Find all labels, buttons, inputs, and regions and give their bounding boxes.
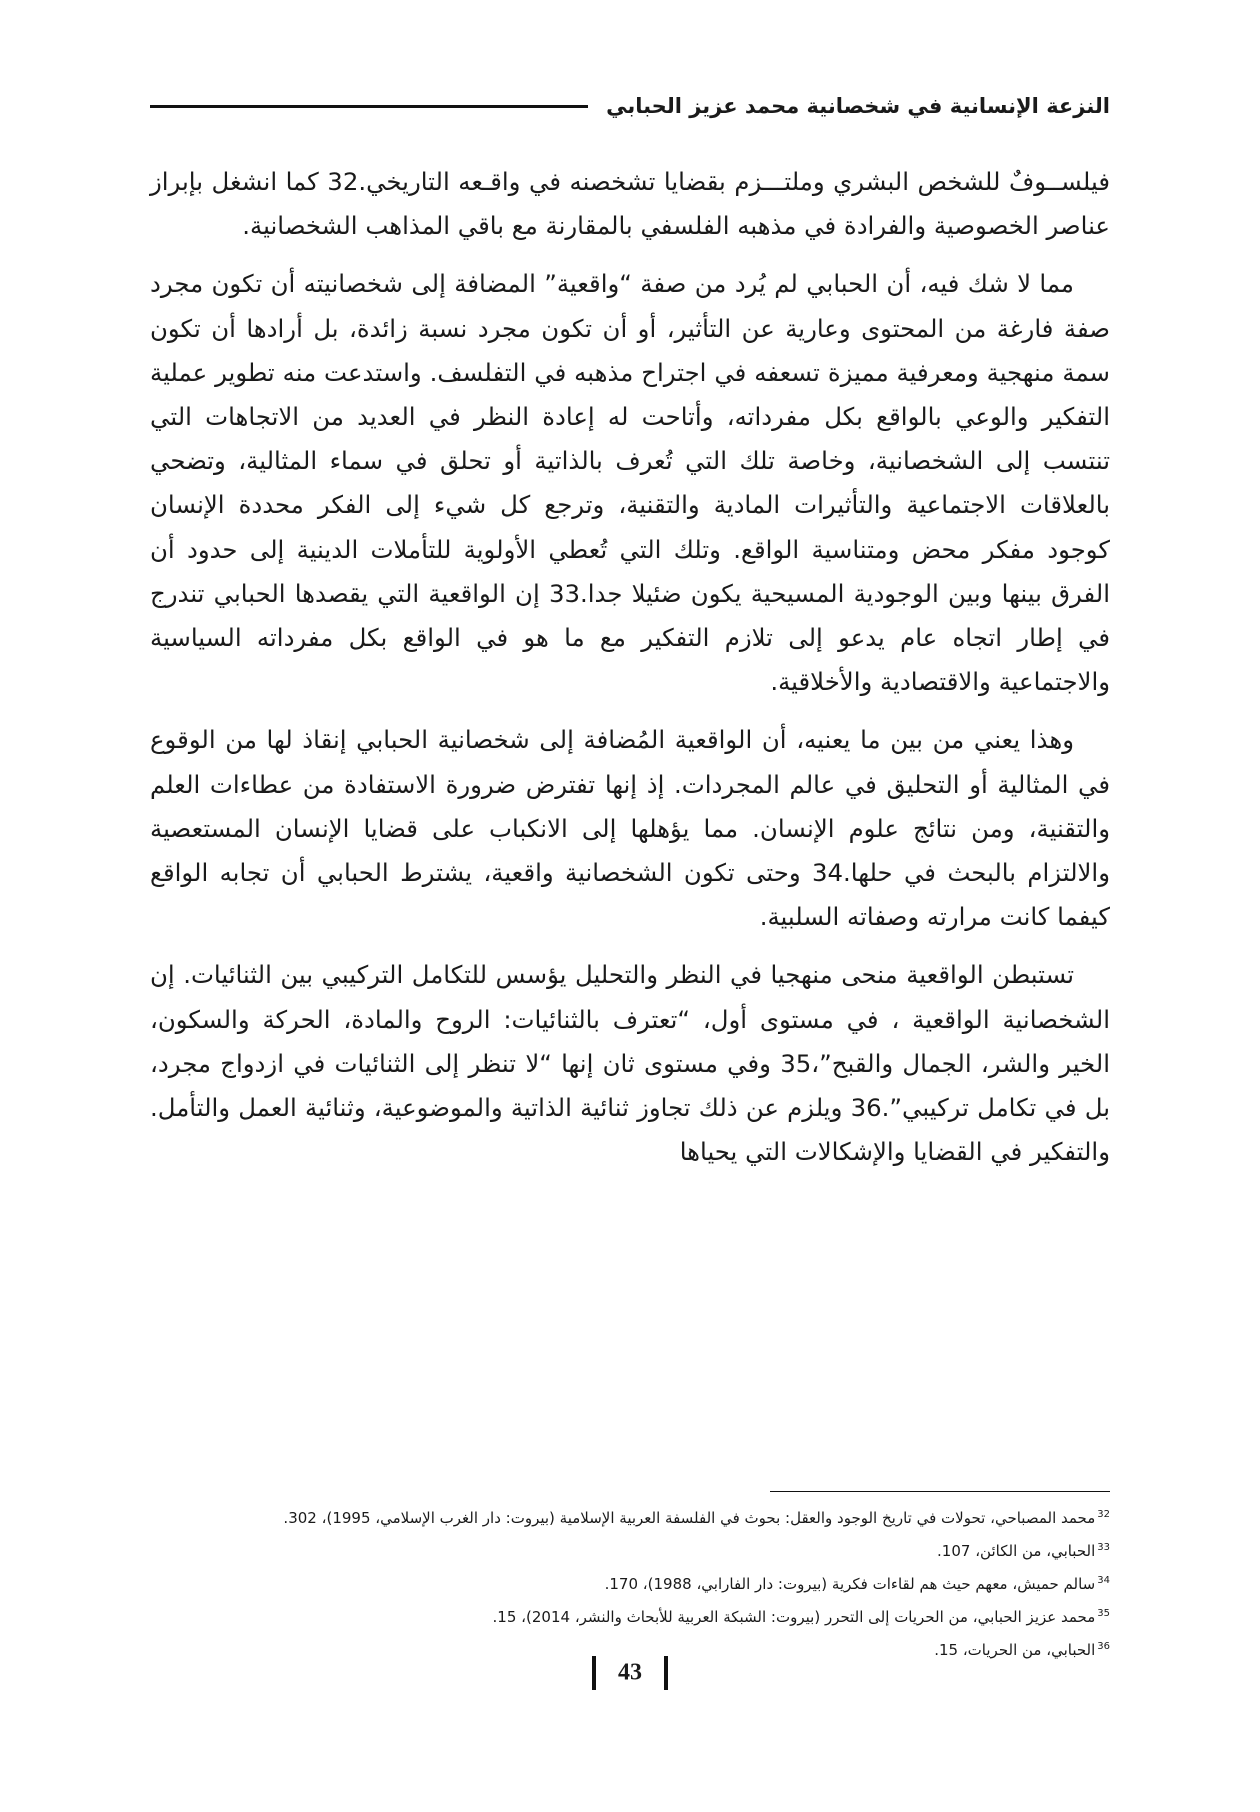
header-title: النزعة الإنسانية في شخصانية محمد عزيز الحبابي [606,94,1110,118]
footnotes [150,1500,1110,1665]
footnote-text: الحبابي، من الكائن، 107. [937,1542,1096,1560]
page-number: 43 [618,1659,642,1686]
body-text [150,160,1110,1188]
running-header [150,88,1110,124]
footnote-number: 33 [1097,1542,1110,1553]
footnote-number: 32 [1097,1509,1110,1520]
paragraph-3: وهذا يعني من بين ما يعنيه، أن الواقعية المُضافة إلى شخصانية الحبابي إنقاذ لها من الوقوع في المثالية أو التحليق في عالم المجردات. إذ إنها تفترض ضرورة الاستفادة من عطاءات العلم والتقنية، ومن نتائج علوم الإنسان. مما يؤهلها إلى الانكباب على قضايا الإنسان المستعصية والالتزام بالبحث في حلها.34 وحتى تكون الشخصانية واقعية، يشترط الحبابي أن تجابه الواقع كيفما كانت مرارته وصفاته السلبية. [150,725,1110,932]
paragraph-2: مما لا شك فيه، أن الحبابي لم يُرد من صفة “واقعية” المضافة إلى شخصانيته أن تكون مجرد صفة فارغة من المحتوى وعارية عن التأثير، أو أن تكون مجرد نسبة زائدة، بل أرادها أن تكون سمة منهجية ومعرفية مميزة تسعفه في اجتراح مذهبه في التفلسف. واستدعت منه تطوير عملية التفكير والوعي بالواقع بكل مفرداته، وأتاحت له إعادة النظر في العديد من الاتجاهات التي تنتسب إلى الشخصانية، وخاصة تلك التي تُعرف بالذاتية أو تحلق في سماء المثالية، وتضحي بالعلاقات الاجتماعية والتأثيرات المادية والتقنية، وترجع كل شيء إلى الفكر محددة الإنسان كوجود مفكر محض ومتناسية الواقع. وتلك التي تُعطي الأولوية للتأملات الدينية إلى حدود أن الفرق بينها وبين الوجودية المسيحية يكون ضئيلا جدا.33 إن الواقعية التي يقصدها الحبابي تندرج في إطار اتجاه عام يدعو إلى تلازم التفكير مع ما هو في الواقع بكل مفرداته السياسية والاجتماعية والاقتصادية والأخلاقية. [150,269,1110,697]
footnote-35 [150,1599,1110,1632]
footnote-number: 36 [1097,1641,1110,1652]
footnote-32 [150,1500,1110,1533]
paragraph-1: فيلســوفٌ للشخص البشري وملتـــزم بقضايا تشخصنه في واقـعه التاريخي.32 كما انشغل بإبراز عناصر الخصوصية والفرادة في مذهبه الفلسفي بالمقارنة مع باقي المذاهب الشخصانية. [150,167,1110,241]
footnote-33 [150,1533,1110,1566]
footnote-text: الحبابي، من الحريات، 15. [934,1641,1096,1659]
footnote-number: 35 [1097,1608,1110,1619]
footnote-text: محمد عزيز الحبابي، من الحريات إلى التحرر (بيروت: الشبكة العربية للأبحاث والنشر، 2014)، 15. [492,1608,1096,1626]
footnote-separator [770,1491,1110,1492]
footnote-text: محمد المصباحي، تحولات في تاريخ الوجود والعقل: بحوث في الفلسفة العربية الإسلامية (بيروت: دار الغرب الإسلامي، 1995)، 302. [283,1509,1096,1527]
page-number-bar-right [664,1656,668,1690]
header-rule [150,105,588,108]
paragraph-4: تستبطن الواقعية منحى منهجيا في النظر والتحليل يؤسس للتكامل التركيبي بين الثنائيات. إن الشخصانية الواقعية ، في مستوى أول، “تعترف بالثنائيات: الروح والمادة، الحركة والسكون، الخير والشر، الجمال والقبح”،35 وفي مستوى ثان إنها “لا تنظر إلى الثنائيات في ازدواج مجرد، بل في تكامل تركيبي”.36 ويلزم عن ذلك تجاوز ثنائية الذاتية والموضوعية، وثنائية العمل والتأمل. والتفكير في القضايا والإشكالات التي يحياها [150,960,1111,1167]
footnote-34 [150,1566,1110,1599]
footnote-number: 34 [1097,1575,1110,1586]
footnote-text: سالم حميش، معهم حيث هم لقاءات فكرية (بيروت: دار الفارابي، 1988)، 170. [604,1575,1096,1593]
page-number-block [0,1656,1260,1690]
page-number-bar-left [592,1656,596,1690]
